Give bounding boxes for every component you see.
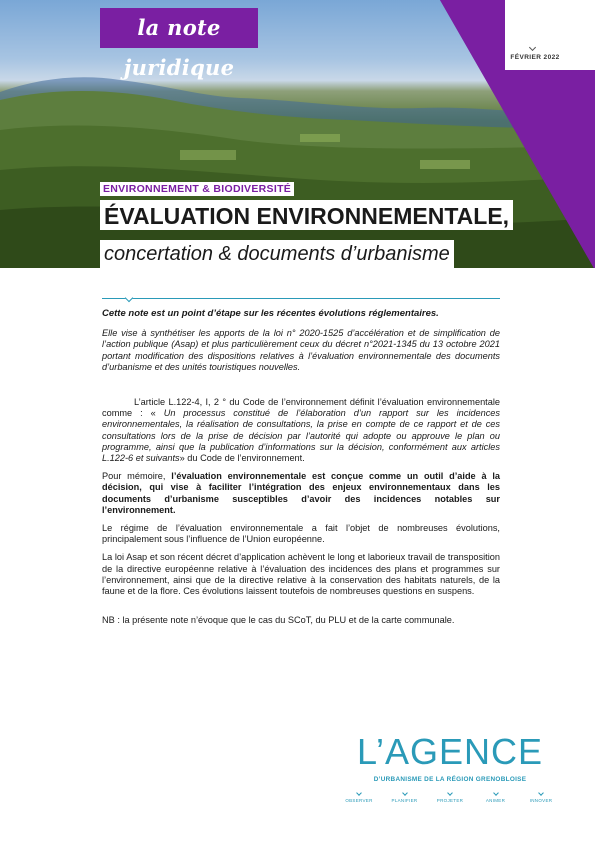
definition-text-start: L’article L.122-4, I, 2 ° du Code de l’environnement définit l’évaluation environnementale comme : « <box>102 397 500 419</box>
logo-mission-item: PROJETER <box>431 798 469 803</box>
logo-missions <box>340 798 560 803</box>
lead-paragraph: Cette note est un point d’étape sur les récentes évolutions réglementaires. <box>102 308 439 319</box>
section-divider <box>102 298 500 299</box>
chevron-down-icon <box>125 294 133 302</box>
definition-quote: Un processus constitué de l’élaboration d’un rapport sur les incidences environnementales, la réalisation de consultations, la prise en compte de ce rapport et de ces consultations lors de la prise de décision par l’autorité qui adopte ou approuve le plan ou programme, ainsi que la publication d’informations sur la décision, conformément aux articles L.122-6 et suivants <box>102 408 500 464</box>
page-title: ÉVALUATION ENVIRONNEMENTALE, <box>100 200 513 230</box>
logo-mission-item: ANIMER <box>477 798 515 803</box>
regime-paragraph: Le régime de l’évaluation environnementale a fait l’objet de nombreuses évolutions, principalement sous l’influence de l’Union européenne. <box>102 523 500 545</box>
logo-mission-item: OBSERVER <box>340 798 378 803</box>
logo-mission-item: PLANIFIER <box>386 798 424 803</box>
article-body <box>102 308 500 633</box>
logo-mission-item: INNOVER <box>522 798 560 803</box>
logo-wordmark: L’AGENCE <box>356 731 544 772</box>
asap-paragraph: La loi Asap et son récent décret d’application achèvent le long et laborieux travail de transposition de la directive européenne relative à l’évaluation des incidences des plans et programmes sur l’environnement, ainsi que de la directive relative à la conservation des habitats naturels, de la faune et de la flore. Ces évolutions laissent toutefois de nombreuses questions en suspens. <box>102 552 500 597</box>
category-label: ENVIRONNEMENT & BIODIVERSITÉ <box>100 182 294 196</box>
intro-paragraph: Elle vise à synthétiser les apports de la loi n° 2020-1525 d’accélération et de simplification de l’action publique (Asap) et plus particulièrement ceux du décret n°2021-1345 du 13 octobre 2021 portant modification des dispositions relatives à l’évaluation environnementale des documents d’urbanisme et des unités touristiques nouvelles. <box>102 328 500 372</box>
reminder-paragraph <box>102 471 500 516</box>
publication-date: FÉVRIER 2022 <box>510 54 560 61</box>
reminder-bold-text: l’évaluation environnementale est conçue comme un outil d’aide à la décision, qui vise à faciliter l’intégration des enjeux environnementaux dans les documents d’urbanisme susceptibles d’avoir des incidences notables sur l’environnement. <box>102 471 500 515</box>
logo-subtitle: D’URBANISME DE LA RÉGION GRENOBLOISE <box>373 776 527 783</box>
reminder-text: Pour mémoire, <box>102 471 172 482</box>
nb-note: NB : la présente note n’évoque que le cas du SCoT, du PLU et de la carte communale. <box>102 615 455 626</box>
page-subtitle: concertation & documents d’urbanisme <box>100 240 454 270</box>
definition-paragraph <box>102 397 500 464</box>
agency-logo <box>340 732 560 812</box>
definition-text-end: » du Code de l’environnement. <box>179 453 305 464</box>
note-type-tag: la note juridique <box>100 8 258 48</box>
